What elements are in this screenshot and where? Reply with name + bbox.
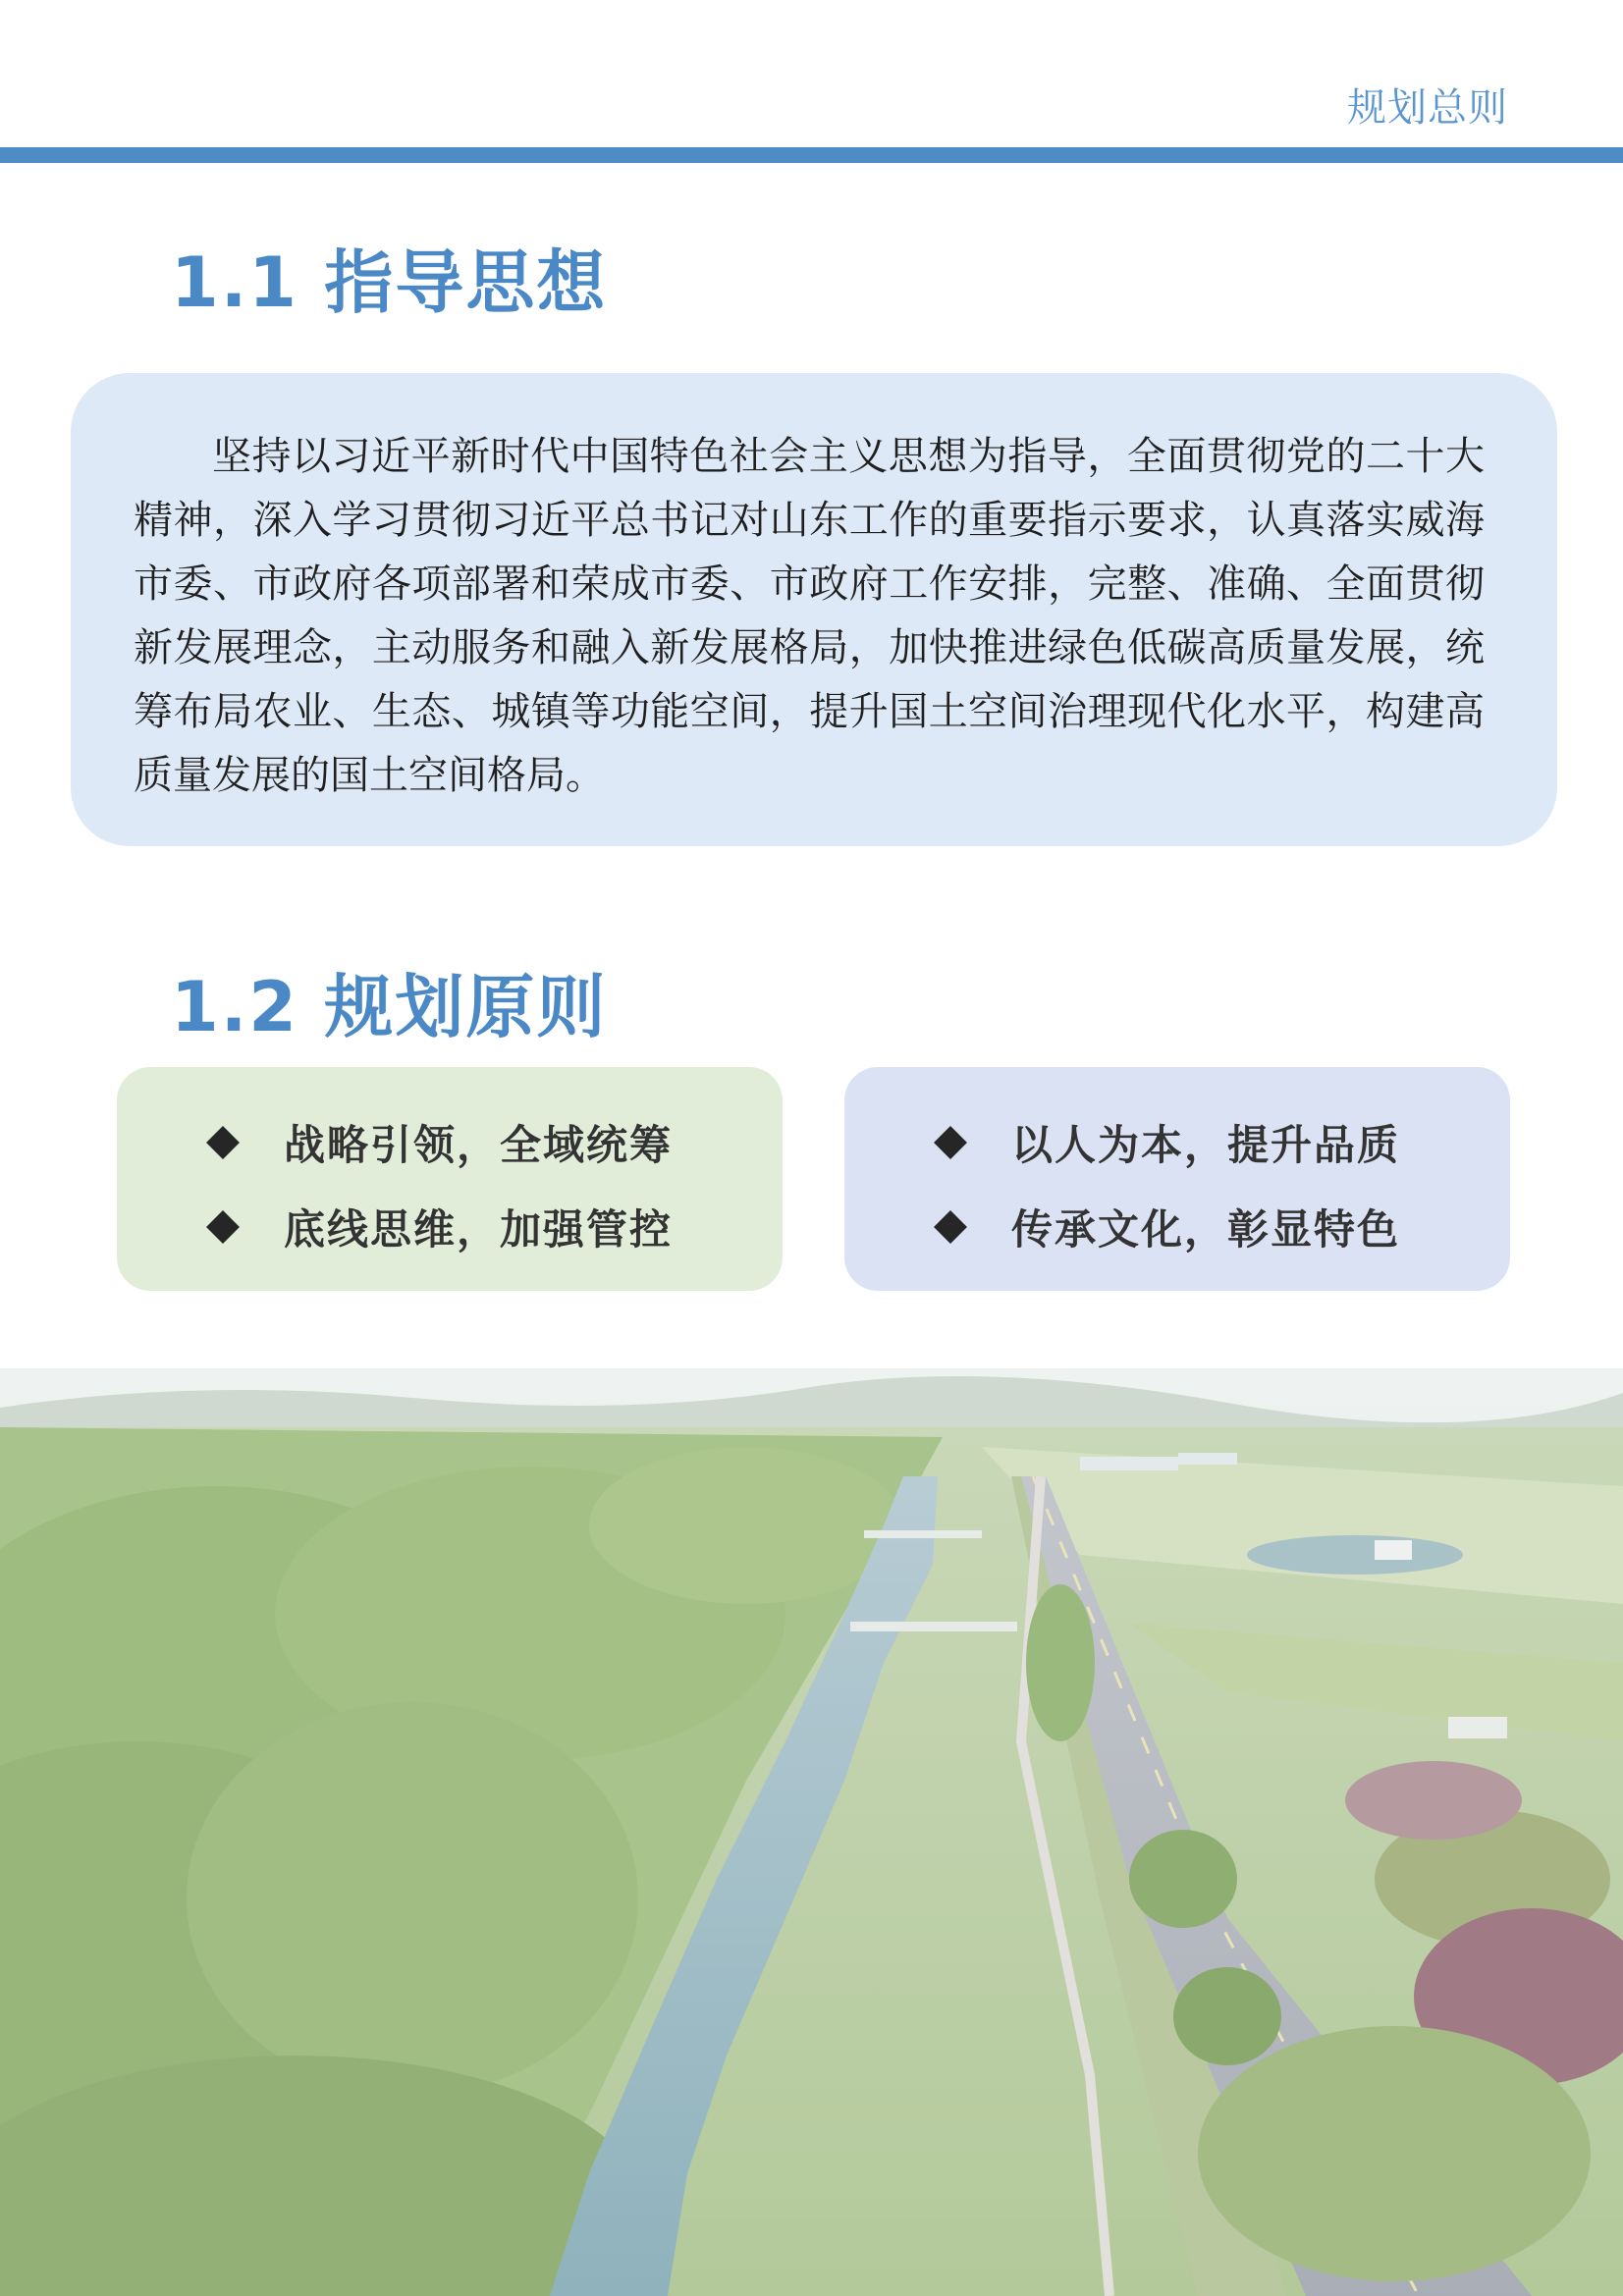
aerial-river-road-illustration [0,1368,1623,2296]
header-rule [0,147,1623,163]
principle-item [211,1185,783,1269]
principles-box-left [117,1067,783,1291]
section-title-guiding-thought: 1.1 指导思想 [171,242,608,323]
guiding-thought-text: 坚持以习近平新时代中国特色社会主义思想为指导，全面贯彻党的二十大精神，深入学习贯彻习近平总书记对山东工作的重要指示要求，认真落实威海市委、市政府各项部署和荣成市委、市政府工作安排，完整、准确、全面贯彻新发展理念，主动服务和融入新发展格局，加快推进绿色低碳高质量发展，统筹布局农业、生态、城镇等功能空间，提升国土空间治理现代化水平，构建高质量发展的国土空间格局。 [134,434,1485,798]
principle-item [939,1100,1510,1185]
principle-label: 以人为本，提升品质 [1011,1121,1401,1169]
principle-label: 传承文化，彰显特色 [1011,1205,1401,1254]
diamond-bullet-icon [934,1210,967,1244]
principle-label: 战略引领，全域统筹 [284,1121,674,1169]
principle-item [939,1185,1510,1269]
principles-box-right [844,1067,1510,1291]
diamond-bullet-icon [934,1126,967,1159]
guiding-thought-box [71,373,1557,846]
diamond-bullet-icon [206,1126,240,1159]
landscape-photo [0,1368,1623,2296]
principle-label: 底线思维，加强管控 [284,1205,674,1254]
diamond-bullet-icon [206,1210,240,1244]
principle-item [211,1100,783,1185]
header-title: 规划总则 [1347,85,1508,131]
section-title-planning-principles: 1.2 规划原则 [171,967,608,1047]
